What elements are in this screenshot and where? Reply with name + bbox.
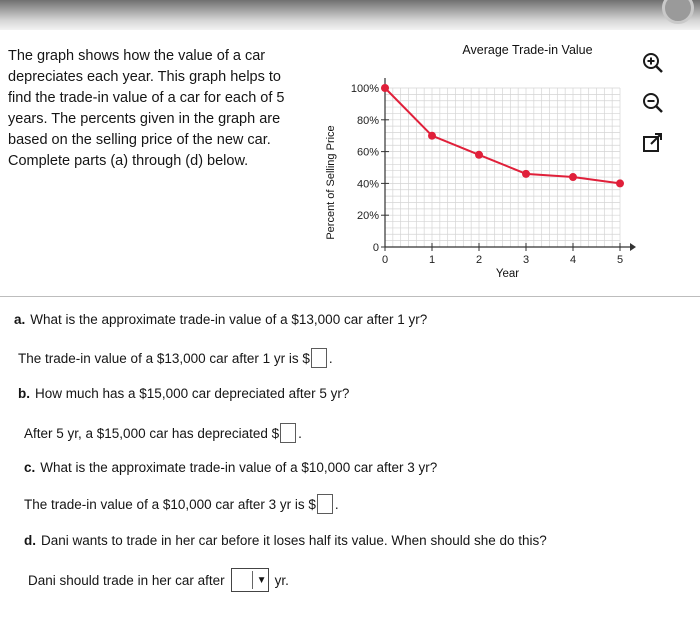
- data-point: [475, 151, 483, 159]
- answer-a-suffix: .: [328, 350, 333, 366]
- y-tick-label: 60%: [356, 146, 379, 159]
- question-b-label: b.: [18, 386, 30, 401]
- problem-intro: The graph shows how the value of a car depreciates each year. This graph helps to find the trade-in value of a car for each of 5 years. The percents given in the graph are based on the selling price of the new car. Complete parts (a) through (d) below.: [8, 48, 285, 169]
- answer-c-input[interactable]: [317, 494, 333, 514]
- question-d-label: d.: [24, 533, 36, 548]
- section-divider: [0, 296, 700, 297]
- question-c-text: What is the approximate trade-in value of a $10,000 car after 3 yr?: [40, 460, 438, 475]
- question-c: [24, 460, 437, 475]
- question-c-label: c.: [24, 460, 36, 475]
- answer-d-select[interactable]: [231, 568, 269, 592]
- answer-b-suffix: .: [298, 425, 302, 441]
- data-point: [428, 132, 436, 140]
- data-point: [616, 179, 624, 187]
- question-b: [18, 386, 349, 401]
- data-point: [381, 84, 389, 92]
- y-tick-label: 80%: [356, 114, 379, 127]
- answer-d-select-value: [234, 571, 253, 589]
- answer-d-line: [28, 568, 289, 592]
- chart-title: Average Trade-in Value: [462, 43, 593, 57]
- answer-a-line: [18, 348, 333, 368]
- answer-b-input[interactable]: [280, 423, 296, 443]
- y-tick-label: 100%: [350, 83, 379, 95]
- x-tick-label: 3: [522, 254, 530, 266]
- answer-d-suffix: yr.: [274, 572, 289, 588]
- answer-b-line: [24, 423, 302, 443]
- top-bar: [0, 0, 700, 30]
- x-tick-label: 1: [428, 254, 436, 266]
- data-point: [522, 170, 530, 178]
- question-b-text: How much has a $15,000 car depreciated after 5 yr?: [35, 386, 350, 401]
- popout-button[interactable]: [636, 126, 670, 160]
- x-tick-label: 0: [381, 254, 389, 266]
- question-a-text: What is the approximate trade-in value of a $13,000 car after 1 yr?: [30, 312, 428, 327]
- answer-c-line: [24, 494, 339, 514]
- answer-c-suffix: .: [334, 496, 339, 512]
- chart-svg: [320, 40, 640, 290]
- trade-in-chart: [320, 40, 640, 290]
- data-point: [569, 173, 577, 181]
- x-tick-label: 4: [569, 254, 577, 266]
- question-d: [24, 533, 547, 548]
- answer-b-prefix: After 5 yr, a $15,000 car has depreciated $: [24, 425, 280, 441]
- answer-c-prefix: The trade-in value of a $10,000 car after 3 yr is $: [24, 496, 316, 512]
- dropdown-arrow-icon: ▼: [256, 574, 267, 586]
- answer-d-prefix: Dani should trade in her car after: [28, 572, 225, 588]
- zoom-out-icon: [640, 90, 666, 116]
- answer-a-input[interactable]: [311, 348, 327, 368]
- question-a: [14, 312, 427, 327]
- gear-icon[interactable]: [662, 0, 694, 24]
- popout-icon: [640, 130, 666, 156]
- question-a-label: a.: [14, 312, 26, 327]
- zoom-out-button[interactable]: [636, 86, 670, 120]
- answer-a-prefix: The trade-in value of a $13,000 car after 1 yr is $: [18, 350, 310, 366]
- tool-column: [636, 46, 676, 166]
- y-tick-label: 40%: [356, 178, 379, 191]
- y-axis-label: Percent of Selling Price: [325, 125, 337, 240]
- x-tick-label: 2: [475, 254, 483, 266]
- zoom-in-button[interactable]: [636, 46, 670, 80]
- x-tick-label: 5: [616, 254, 624, 266]
- x-axis-label: Year: [495, 268, 520, 280]
- x-axis-arrow: [630, 243, 636, 251]
- zoom-in-icon: [640, 50, 666, 76]
- y-tick-label: 0: [372, 242, 379, 254]
- y-tick-label: 20%: [356, 210, 379, 223]
- question-d-text: Dani wants to trade in her car before it loses half its value. When should she do this?: [41, 533, 547, 548]
